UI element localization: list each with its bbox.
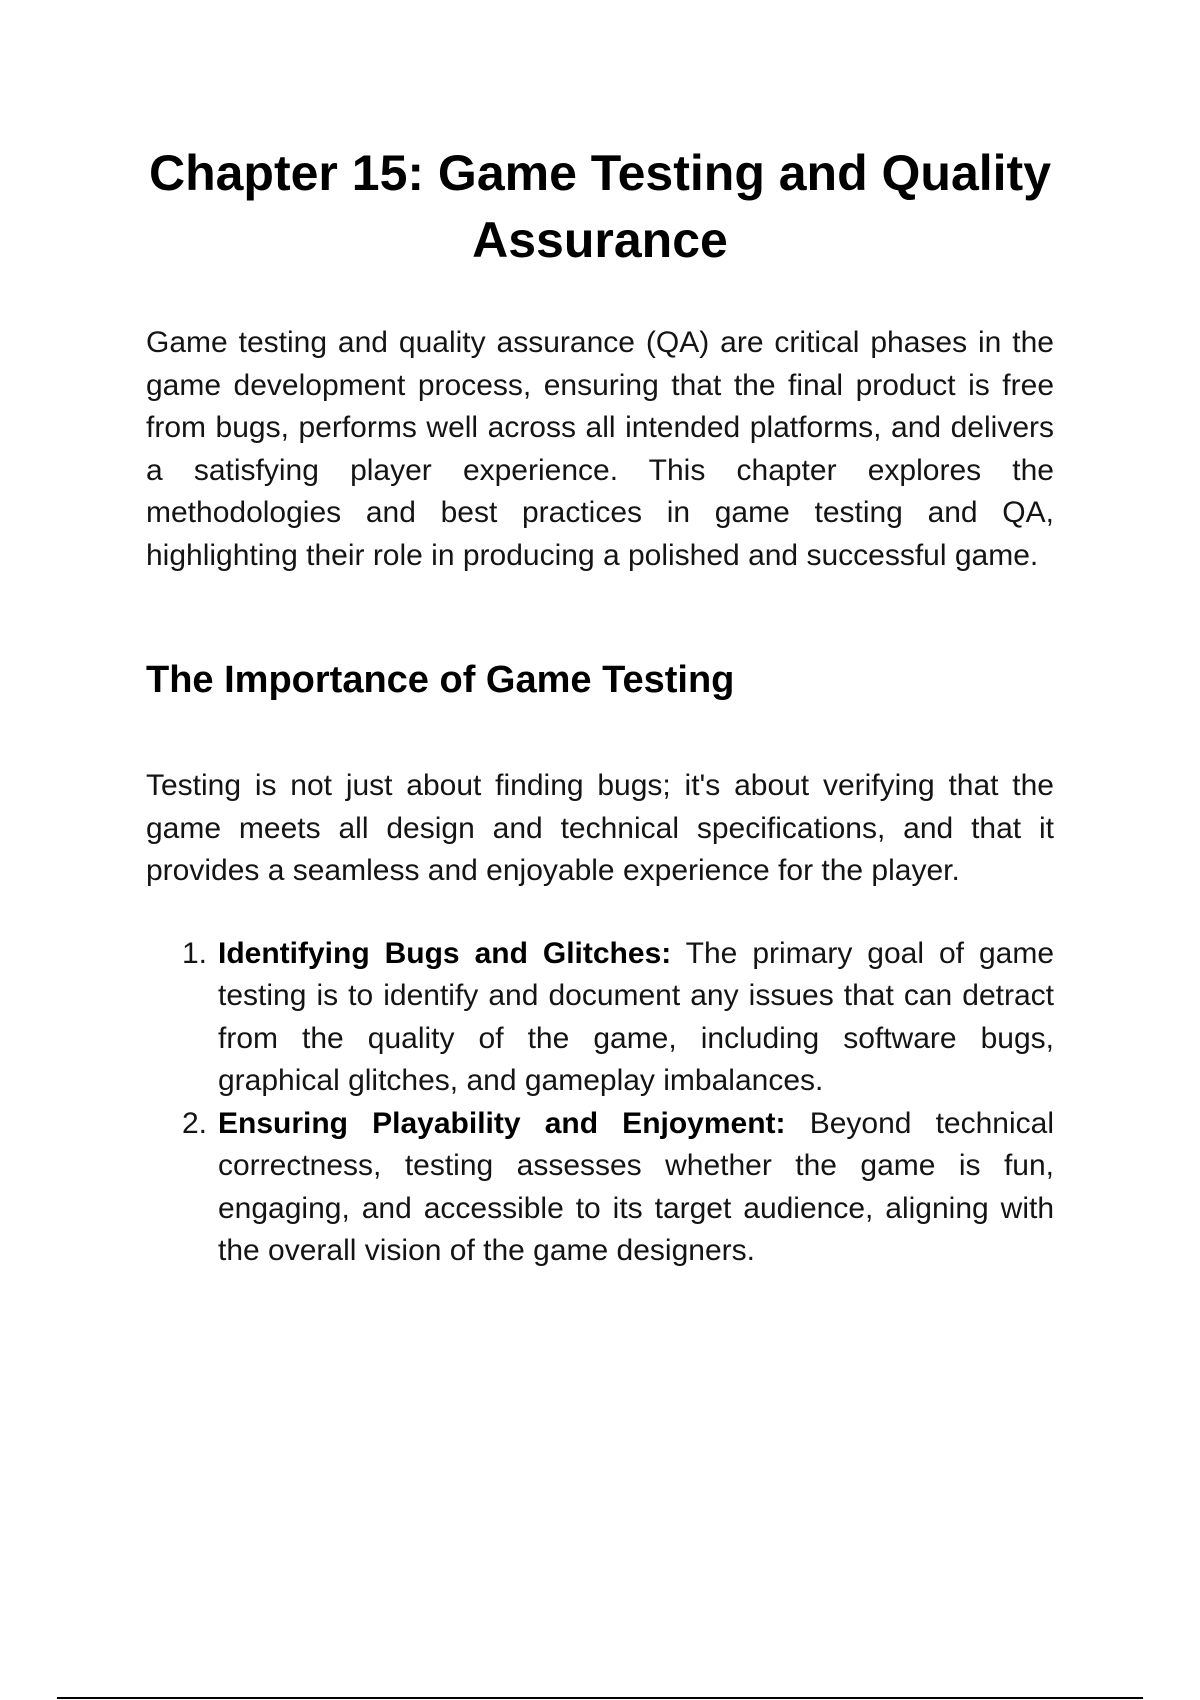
list-item <box>146 1103 1054 1273</box>
document-page <box>146 140 1054 1273</box>
section-heading: The Importance of Game Testing <box>146 659 735 701</box>
list-text: Beyond technical correctness, testing assesses whether the game is fun, engaging, and accessible to its target audience, aligning with the overall vision of the game designers. <box>218 1106 1054 1267</box>
list-text: The primary goal of game testing is to identify and document any issues that can detract from the quality of the game, including software bugs, graphical glitches, and gameplay imbalances. <box>218 936 1055 1097</box>
footer-rule <box>57 1697 1143 1699</box>
numbered-list <box>146 933 1054 1273</box>
list-term: Identifying Bugs and Glitches: <box>218 936 672 970</box>
list-item <box>146 933 1054 1103</box>
section-paragraph: Testing is not just about finding bugs; it's about verifying that the game meets all design and technical specifications, and that it provides a seamless and enjoyable experience for the player. <box>146 769 1054 887</box>
list-term: Ensuring Playability and Enjoyment: <box>218 1106 786 1140</box>
intro-paragraph: Game testing and quality assurance (QA) are critical phases in the game development process, ensuring that the final product is free from bugs, performs well across all intended platforms, and delivers a satisfying player experience. This chapter explores the methodologies and best practices in game testing and QA, highlighting their role in producing a polished and successful game. <box>146 326 1054 572</box>
chapter-title: Chapter 15: Game Testing and Quality Assurance <box>148 145 1052 268</box>
list-number: 2. <box>182 1106 208 1140</box>
list-number: 1. <box>182 936 208 970</box>
